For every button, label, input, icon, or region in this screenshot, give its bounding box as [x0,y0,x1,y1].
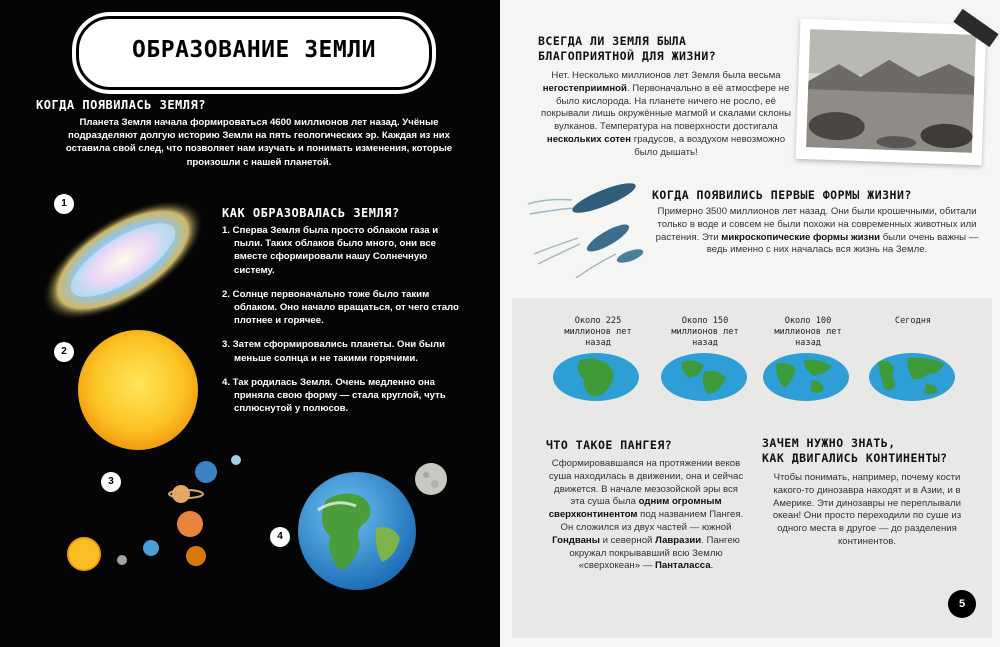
how-formed-heading: КАК ОБРАЗОВАЛАСЬ ЗЕМЛЯ? [222,206,400,220]
solar-system-illustration [56,452,256,572]
marker-3: 3 [101,472,121,492]
title-banner [76,16,432,90]
paper-panel [512,298,992,638]
continents-heading-line2: КАК ДВИГАЛИСЬ КОНТИНЕНТЫ? [762,451,948,465]
step-item: 4. Так родилась Земля. Очень медленно она приняла свою форму — стала круглой, чуть сплюснутой у полюсов. [222,376,446,415]
step-item: 2. Солнце первоначально тоже было таким облаком. Оно начало вращаться, от чего стало плотнее и горячее. [222,288,459,327]
moon-illustration [414,462,448,496]
when-appeared-heading: КОГДА ПОЯВИЛАСЬ ЗЕМЛЯ? [36,98,206,112]
sun-illustration [76,328,200,452]
pangea-heading: ЧТО ТАКОЕ ПАНГЕЯ? [546,438,673,452]
first-life-text: Примерно 3500 миллионов лет назад. Они были крошечными, обитали только в воде и совсем не были похожи на современных животных или растения. Эти микроскопические формы жизни были очень важны — ведь именно с них началась вся жизнь на Земле. [655,206,979,256]
continents-heading-line1: ЗАЧЕМ НУЖНО ЗНАТЬ, [762,436,896,450]
map-100 [762,352,850,402]
habitable-heading [538,34,716,64]
page-title: ОБРАЗОВАНИЕ ЗЕМЛИ [132,37,376,63]
bacteria-illustration [518,168,650,278]
pangea-text: Сформировавшаяся на протяжении веков суша находилась в движении, она и сейчас движется. В начале мезозойской эры вся эта суша была одним огромным сверхконтинентом под названием Пангея. Он сложился из двух частей — южной Гондваны и северной Лавразии. Пангею окружал покрывавший всю Землю «сверхокеан» — Панталасса. [548,458,744,572]
marker-4: 4 [270,527,290,547]
map-today [868,352,956,402]
volcanic-landscape-photo [796,19,987,165]
step-item: 3. Затем сформировались планеты. Они были меньше солнца и не такими горячими. [222,339,445,364]
map-pangea-225 [552,352,640,402]
landscape-image [806,29,976,153]
page-number: 5 [948,590,976,618]
when-appeared-text: Планета Земля начала формироваться 4600 миллионов лет назад. Учёные подразделяют долгую историю Земли на пять геологических эр. Каждая из них оставила свой след, что позволяет нам изучать и понимать изменения, которые произошли с нашей планетой. [65,117,453,168]
habitable-heading-line2: БЛАГОПРИЯТНОЙ ДЛЯ ЖИЗНИ? [538,49,717,63]
timeline-label: Около 100 миллионов лет назад [774,316,842,348]
first-life-heading: КОГДА ПОЯВИЛИСЬ ПЕРВЫЕ ФОРМЫ ЖИЗНИ? [652,188,912,202]
habitable-heading-line1: ВСЕГДА ЛИ ЗЕМЛЯ БЫЛА [538,34,687,48]
formation-steps [222,224,462,426]
continents-text: Чтобы понимать, например, почему кости какого-то динозавра находят и в Азии, и в Америке. Эти динозавры не переплывали океан! Они просто переходили по суше из одного места в другое — до разделения континентов. [772,472,962,547]
right-page [500,0,1000,647]
earth-illustration [296,470,418,592]
timeline-label: Около 225 миллионов лет назад [564,316,632,348]
timeline-label: Сегодня [894,316,932,326]
timeline-label: Около 150 миллионов лет назад [671,316,739,348]
continents-heading [762,436,948,466]
map-150 [660,352,748,402]
step-item: 1. Сперва Земля была просто облаком газа и пыли. Таких облаков было много, они все вместе сформировали нашу Солнечную систему. [222,225,439,276]
marker-1: 1 [54,194,74,214]
habitable-text: Нет. Несколько миллионов лет Земля была весьма негостеприимной. Первоначально в её атмосфере не было кислорода. На планете ничего не росло, её покрывали лишь окружённые магмой и скалами склоны вулканов. Температура на поверхности достигала нескольких сотен градусов, а воздухом невозможно было дышать! [541,70,791,158]
marker-2: 2 [54,342,74,362]
